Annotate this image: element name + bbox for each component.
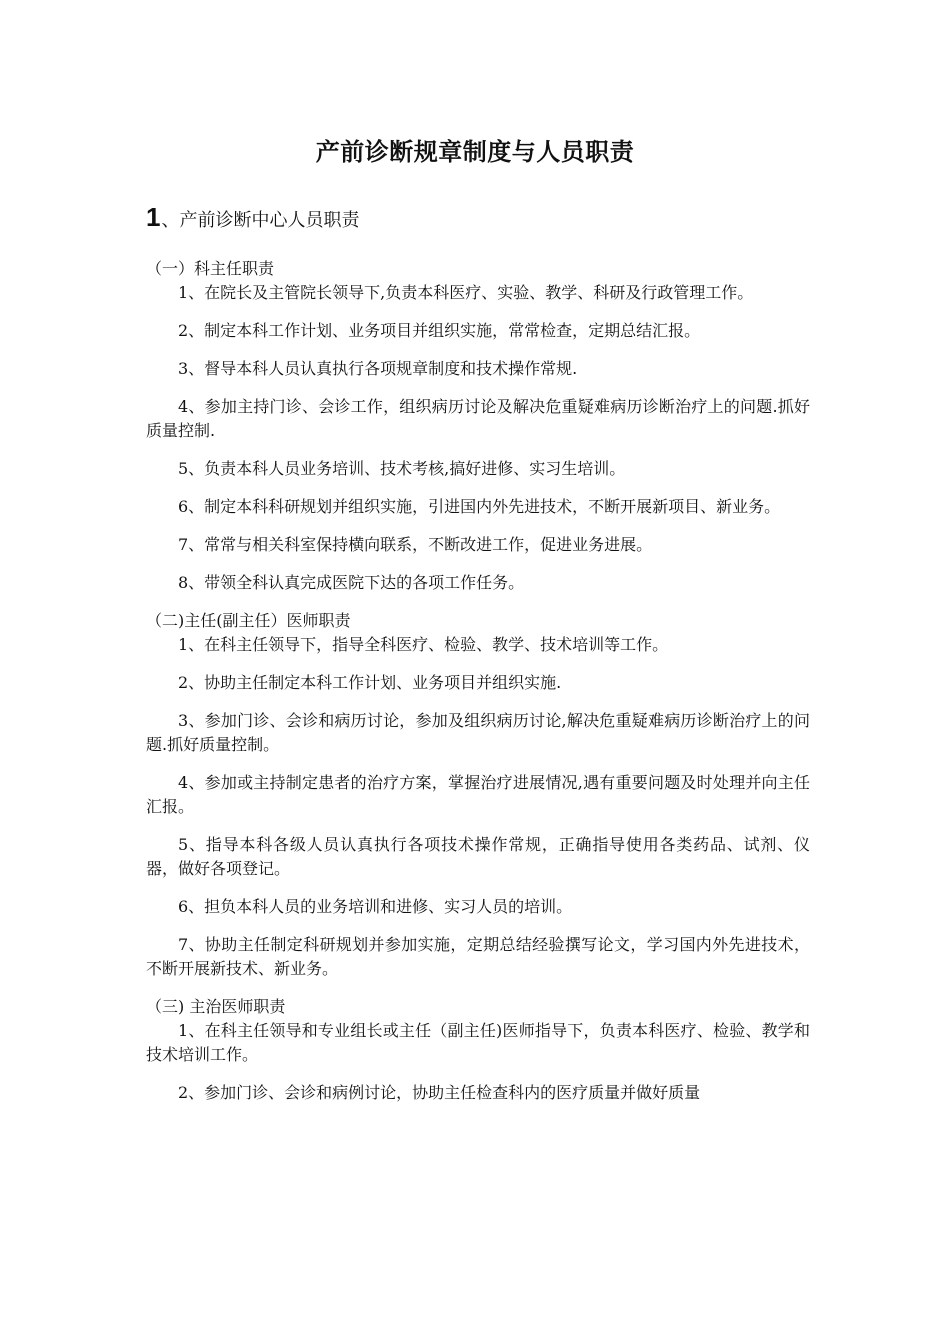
- duty-item: 8、带领全科认真完成医院下达的各项工作任务。: [178, 573, 525, 592]
- duty-item: 2、制定本科工作计划、业务项目并组织实施，常常检查，定期总结汇报。: [178, 321, 701, 340]
- duty-item: 1、在科主任领导和专业组长或主任（副主任)医师指导下，负责本科医疗、检验、教学和技术培训工作。: [146, 1021, 810, 1064]
- document-title: 产前诊断规章制度与人员职责: [315, 138, 635, 166]
- section-label: 、产前诊断中心人员职责: [161, 210, 360, 231]
- duty-item: 3、参加门诊、会诊和病历讨论，参加及组织病历讨论,解决危重疑难病历诊断治疗上的问题.抓好质量控制。: [146, 711, 810, 754]
- duty-item: 6、担负本科人员的业务培训和进修、实习人员的培训。: [178, 897, 573, 916]
- duty-item: 1、在院长及主管院长领导下,负责本科医疗、实验、教学、科研及行政管理工作。: [178, 283, 754, 302]
- duty-item: 5、指导本科各级人员认真执行各项技术操作常规，正确指导使用各类药品、试剂、仪器，做好各项登记。: [146, 835, 810, 878]
- duty-item: 6、制定本科科研规划并组织实施，引进国内外先进技术，不断开展新项目、新业务。: [178, 497, 781, 516]
- duty-item: 7、协助主任制定科研规划并参加实施，定期总结经验撰写论文，学习国内外先进技术，不断开展新技术、新业务。: [146, 935, 810, 978]
- duty-item: 5、负责本科人员业务培训、技术考核,搞好进修、实习生培训。: [178, 459, 626, 478]
- document-body: [146, 257, 810, 1119]
- duty-item: 7、常常与相关科室保持横向联系，不断改进工作，促进业务进展。: [178, 535, 653, 554]
- duty-item: 2、协助主任制定本科工作计划、业务项目并组织实施.: [178, 673, 562, 692]
- subsection-heading: （三) 主治医师职责: [146, 997, 286, 1016]
- duty-item: 3、督导本科人员认真执行各项规章制度和技术操作常规.: [178, 359, 578, 378]
- subsection-heading: （一）科主任职责: [146, 259, 275, 278]
- subsection-heading: （二)主任(副主任）医师职责: [146, 611, 351, 630]
- section-number: 1: [146, 202, 161, 232]
- duty-item: 2、参加门诊、会诊和病例讨论，协助主任检查科内的医疗质量并做好质量: [178, 1083, 701, 1102]
- duty-item: 4、参加主持门诊、会诊工作，组织病历讨论及解决危重疑难病历诊断治疗上的问题.抓好质量控制.: [146, 397, 810, 440]
- duty-item: 4、参加或主持制定患者的治疗方案，掌握治疗进展情况,遇有重要问题及时处理并向主任汇报。: [146, 773, 810, 816]
- duty-item: 1、在科主任领导下，指导全科医疗、检验、教学、技术培训等工作。: [178, 635, 669, 654]
- section-heading: [146, 202, 806, 236]
